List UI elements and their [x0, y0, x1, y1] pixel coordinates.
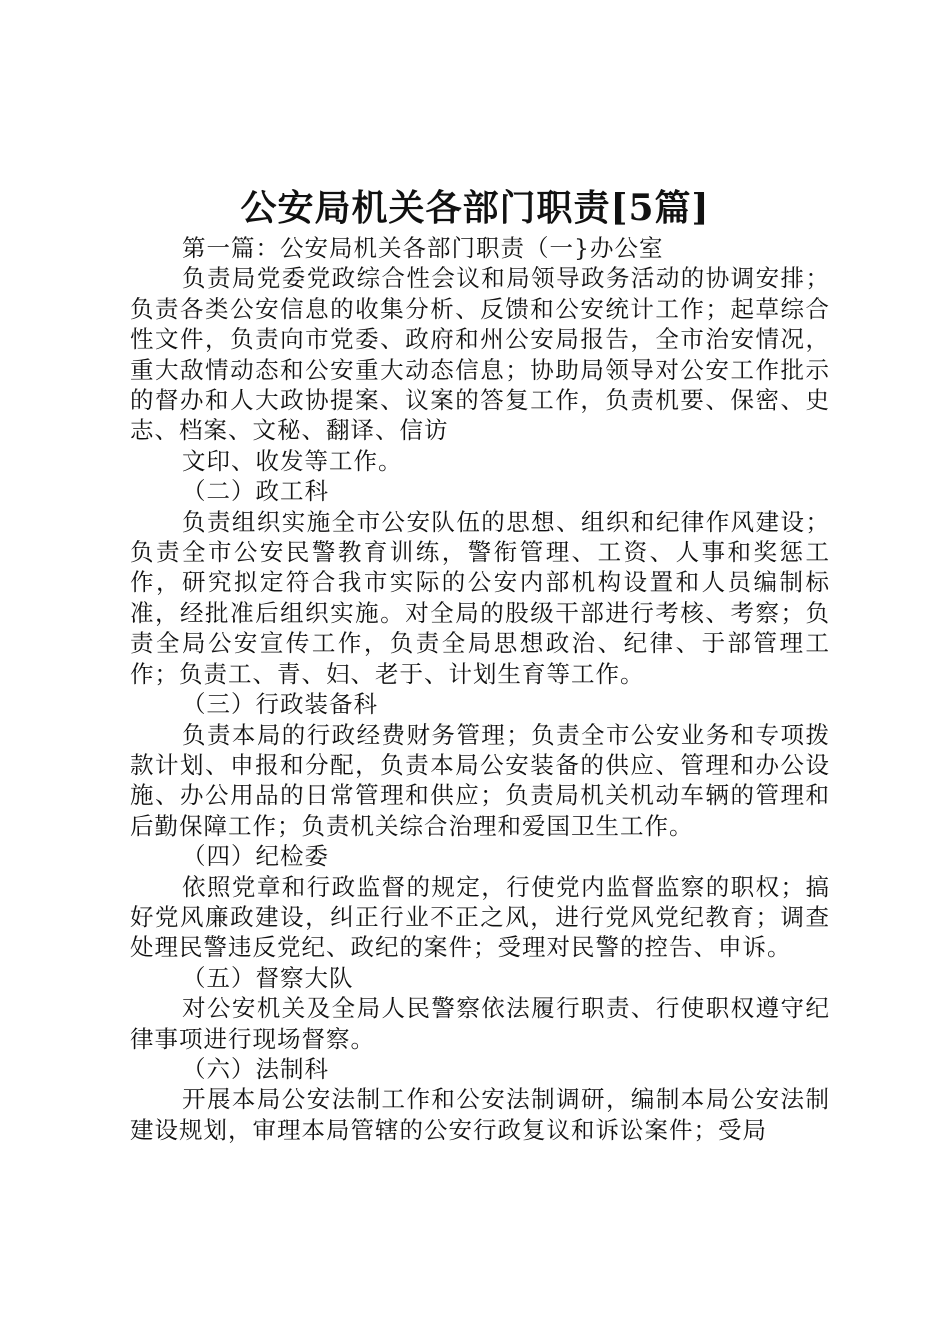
paragraph: 负责局党委党政综合性会议和局领导政务活动的协调安排；负责各类公安信息的收集分析、反馈和公安统计工作；起草综合性文件，负责向市党委、政府和州公安局报告，全市治安情况，重大敌情动态和公安重大动态信息；协助局领导对公安工作批示的督办和人大政协提案、议案的答复工作，负责机要、保密、史志、档案、文秘、翻译、信访	[130, 264, 830, 445]
paragraph: 负责本局的行政经费财务管理；负责全市公安业务和专项拨款计划、申报和分配，负责本局公安装备的供应、管理和办公设施、办公用品的日常管理和供应；负责局机关机动车辆的管理和后勤保障工作；负责机关综合治理和爱国卫生工作。	[130, 720, 830, 840]
section-heading: 第一篇：公安局机关各部门职责（一}办公室	[182, 234, 664, 262]
section-heading: （六）法制科	[182, 1054, 329, 1083]
paragraph: 文印、收发等工作。	[182, 446, 403, 475]
section-heading: （四）纪检委	[182, 842, 329, 871]
paragraph: 对公安机关及全局人民警察依法履行职责、行使职权遵守纪律事项进行现场督察。	[130, 994, 830, 1053]
section-heading: （二）政工科	[182, 477, 329, 506]
paragraph: 依照党章和行政监督的规定，行使党内监督监察的职权；搞好党风廉政建设，纠正行业不正之风，进行党风党纪教育；调查处理民警违反党纪、政纪的案件；受理对民警的控告、申诉。	[130, 872, 830, 962]
section-heading: （三）行政装备科	[182, 690, 378, 719]
section-heading: （五）督察大队	[182, 963, 354, 992]
document-body	[130, 233, 830, 1145]
paragraph: 开展本局公安法制工作和公安法制调研，编制本局公安法制建设规划，审理本局管辖的公安行政复议和诉讼案件；受局	[130, 1085, 830, 1144]
paragraph: 负责组织实施全市公安队伍的思想、组织和纪律作风建设；负责全市公安民警教育训练，警衔管理、工资、人事和奖惩工作，研究拟定符合我市实际的公安内部机构设置和人员编制标准，经批准后组织实施。对全局的股级干部进行考核、考察；负责全局公安宣传工作，负责全局思想政治、纪律、于部管理工作；负责工、青、妇、老于、计划生育等工作。	[130, 507, 830, 688]
document-title: 公安局机关各部门职责[5篇]	[240, 187, 710, 229]
